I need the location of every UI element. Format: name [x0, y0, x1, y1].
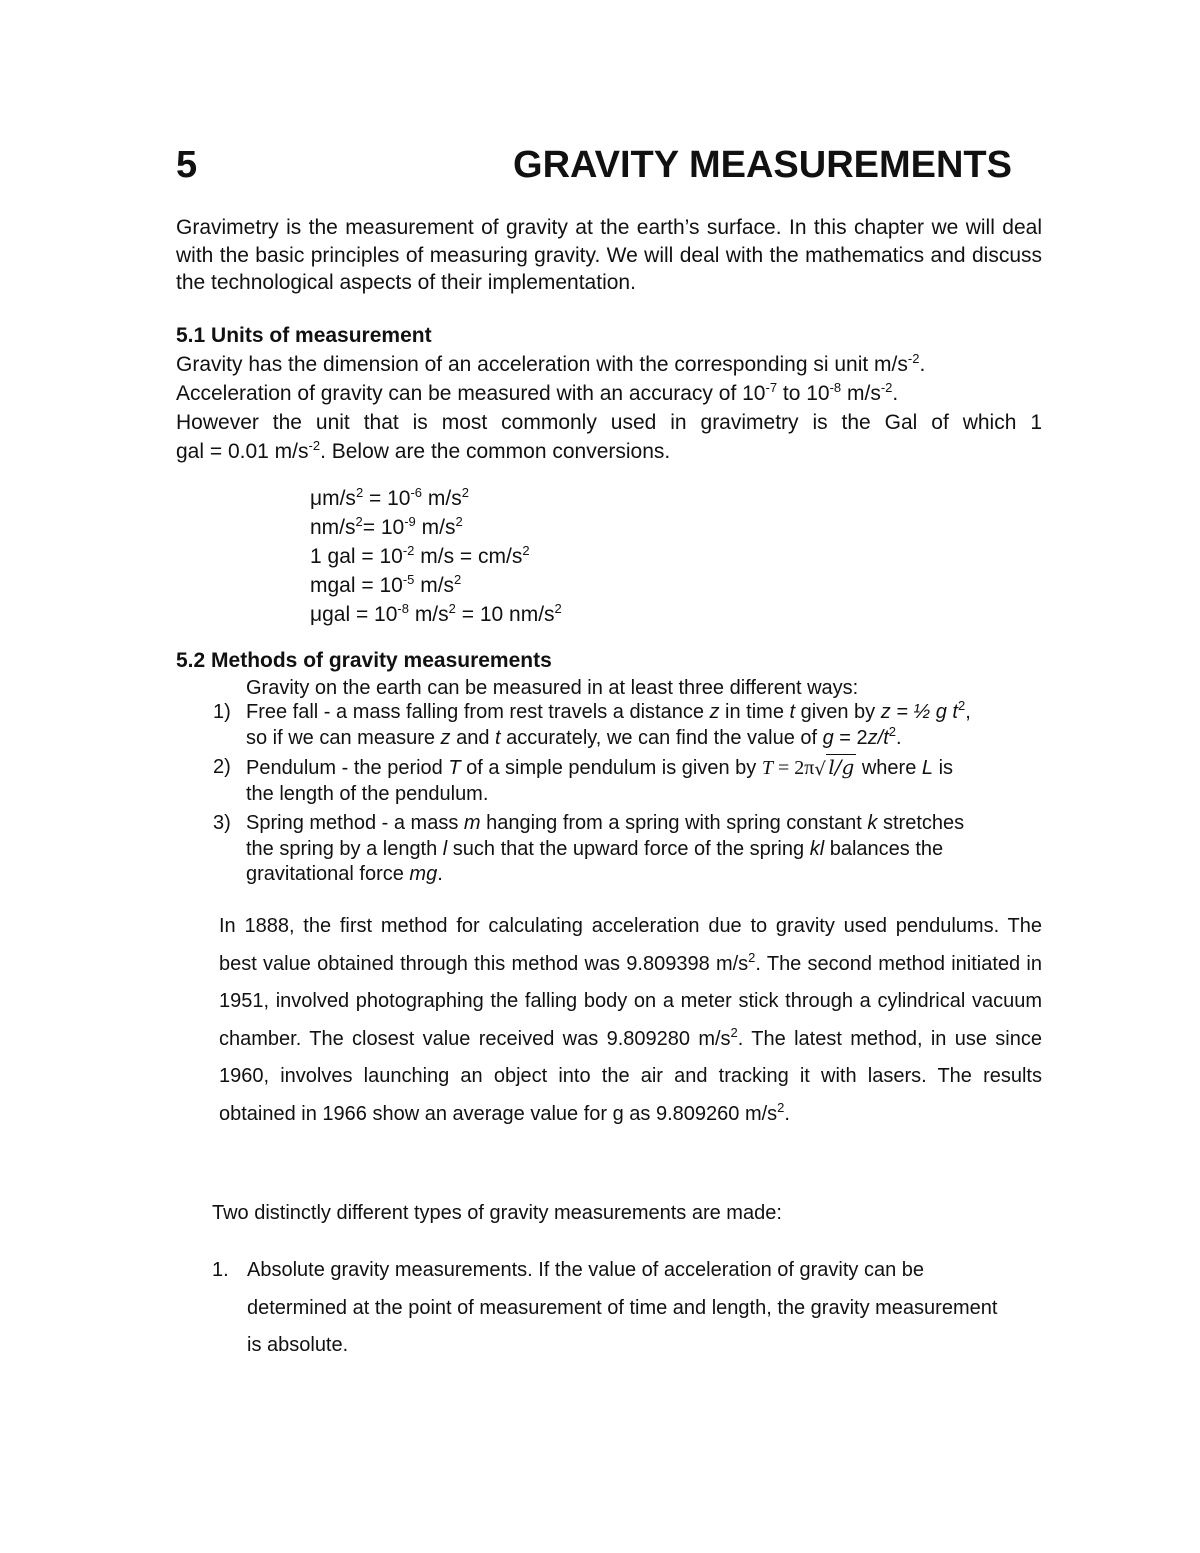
units-line-2: Acceleration of gravity can be measured with an accuracy of $10^{-7}$ to $10^{-8}$ $m/s^{-2}$. [176, 380, 899, 405]
units-paragraph [176, 350, 1042, 466]
conversion-item: $\mu gal = 10^{-8}$ $m/s^2 = 10$ $nm/s^2$ [310, 601, 562, 626]
list-marker: 1. [212, 1259, 229, 1281]
list-marker: 3) [213, 812, 231, 834]
chapter-number: 5 [176, 144, 198, 186]
conversion-item: 1 gal = $10^{-2}$ $m/s = cm/s^2$ [310, 543, 530, 568]
section-heading-methods: 5.2 Methods of gravity measurements [176, 649, 552, 672]
list-marker: 1) [213, 701, 231, 723]
method-free-fall: 1) Free fall - a mass falling from rest travels a distance z in time t given by z = ½ g $t^2$, so if we can measure z and t accurately, we can find the value of $g = 2z/t^2$. [213, 698, 971, 749]
chapter-title: GRAVITY MEASUREMENTS [513, 144, 1012, 186]
conversion-list [310, 484, 562, 629]
types-intro: Two distinctly different types of gravity measurements are made: [212, 1202, 782, 1224]
methods-intro: Gravity on the earth can be measured in at least three different ways: [246, 677, 859, 699]
method-spring: 3) Spring method - a mass m hanging from a spring with spring constant k stretches the spring by a length l such that the upward force of the spring kl balances the gravitational force mg. [213, 812, 965, 885]
intro-paragraph: Gravimetry is the measurement of gravity at the earth’s surface. In this chapter we will deal with the basic principles of measuring gravity. We will deal with the mathematics and discuss the technological aspects of their implementation. [176, 216, 1042, 294]
conversion-item: mgal = $10^{-5}$ $m/s^2$ [310, 572, 462, 597]
units-line-4: gal = 0.01 $m/s^{-2}$. Below are the common conversions. [176, 438, 671, 463]
list-marker: 2) [213, 756, 231, 778]
chapter-heading [176, 140, 1012, 190]
units-line-3: However the unit that is most commonly used in gravimetry is the Gal of which 1 [176, 411, 1042, 434]
type-absolute: 1. Absolute gravity measurements. If the value of acceleration of gravity can be determined at the point of measurement of time and length, the gravity measurement is absolute. [212, 1252, 1002, 1365]
pendulum-formula: T = 2π [761, 757, 815, 779]
conversion-item: $\mu m/s^2 = 10^{-6}$ $m/s^2$ [310, 485, 469, 510]
square-root: √ l/g [814, 755, 855, 780]
types-list [212, 1252, 1002, 1365]
methods-list [176, 700, 1042, 889]
method-pendulum: 2) Pendulum - the period T of a simple pendulum is given by T = 2π √ l/g where L is the length of the pendulum. [213, 755, 954, 805]
conversion-item: $nm/s^2= 10^{-9}$ $m/s^2$ [310, 514, 463, 539]
free-fall-formula: z = ½ g t [880, 701, 958, 723]
section-heading-units: 5.1 Units of measurement [176, 324, 432, 347]
units-line-1: Gravity has the dimension of an acceleration with the corresponding si unit $m/s^{-2}$. [176, 351, 926, 376]
history-paragraph: In 1888, the first method for calculating acceleration due to gravity used pendulums. The best value obtained through this method was 9.809398 $m/s^2$. The second method initiated in 1951, involved photographing the falling body on a meter stick through a cylindrical vacuum chamber. The closest value received was 9.809280 $m/s^2$. The latest method, in use since 1960, involves launching an object into the air and tracking it with lasers. The results obtained in 1966 show an average value for g as 9.809260 $m/s^2$. [219, 915, 1042, 1125]
